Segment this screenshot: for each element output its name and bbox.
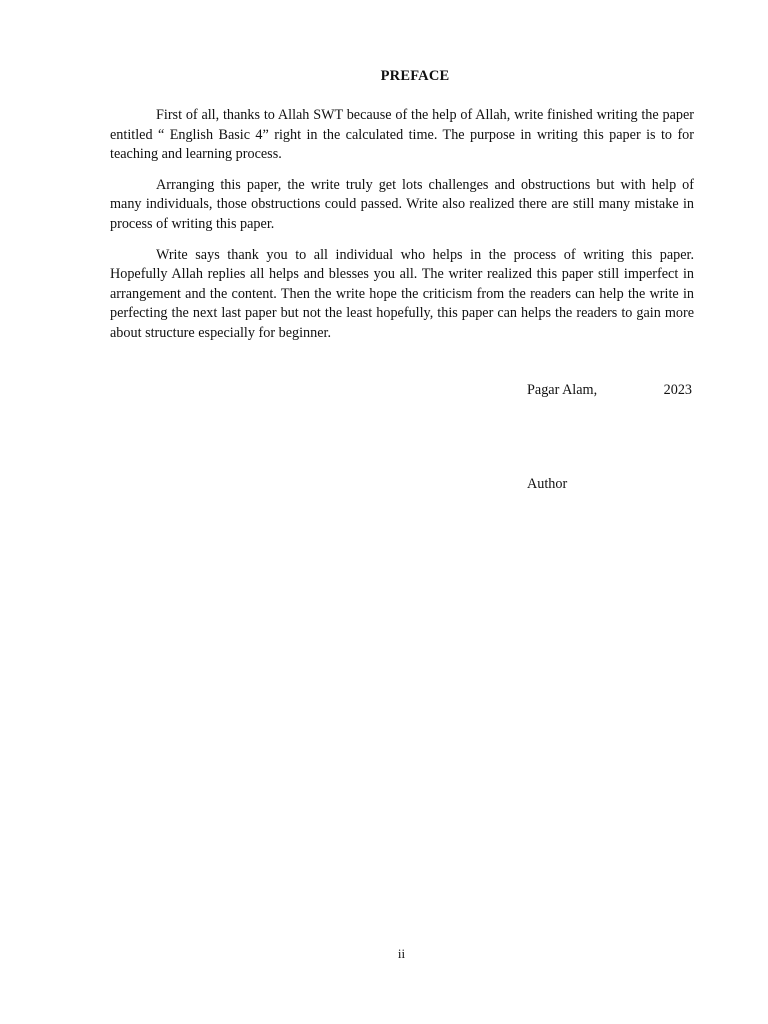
page-number: ii <box>397 946 406 961</box>
signature-author: Author <box>527 476 568 492</box>
paragraph-2: Arranging this paper, the write truly get lots challenges and obstructions but with help of many individuals, those obstructions could passed. Write also realized there are still many mistake in process of writing this paper. <box>110 176 694 232</box>
preface-body <box>110 106 694 355</box>
page-title: PREFACE <box>380 68 450 84</box>
paragraph-1: First of all, thanks to Allah SWT because of the help of Allah, write finished writing the paper entitled “ English Basic 4” right in the calculated time. The purpose in writing this paper is to for teaching and learning process. <box>110 107 694 163</box>
signature-place: Pagar Alam, <box>527 382 598 398</box>
paragraph-3: Write says thank you to all individual who helps in the process of writing this paper. Hopefully Allah replies all helps and blesses you all. The writer realized this paper still imperfect in arrangement and the content. Then the write hope the criticism from the readers can help the write in perfecting the next last paper but not the least hopefully, this paper can helps the readers to gain more about structure especially for beginner. <box>110 246 694 341</box>
signature-place-date <box>527 382 692 399</box>
signature-year: 2023 <box>663 382 692 398</box>
